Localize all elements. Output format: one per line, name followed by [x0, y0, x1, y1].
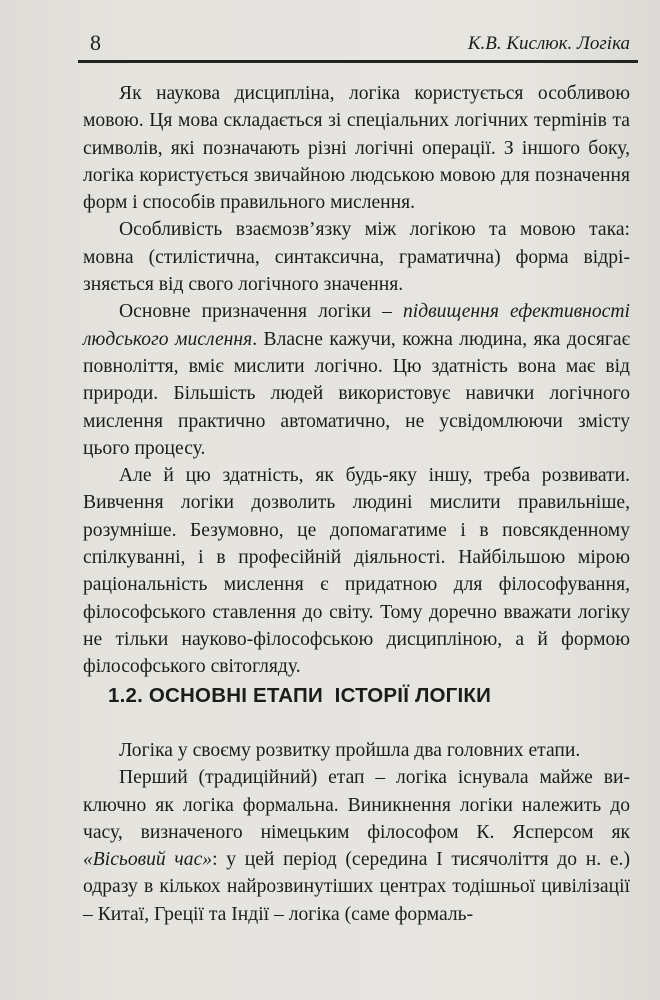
paragraph-purpose-end: . Власне кажучи, кожна людина, яка досягає повноліття, вміє мислити логічно. Цю здатність вона має від природи. Більшість людей використовує навички логічного мислення практично автоматично, не усвідомлюючи змісту цього процесу. — [83, 328, 630, 459]
paragraph-logic-language-relation: Особливість взаємозв’язку між логікою та мовою така: мовна (стилістична, синтаксична, граматична) форма відрізняється від свого логічного значення. — [83, 219, 630, 296]
page-header — [78, 30, 638, 58]
section-body — [83, 737, 630, 928]
section-heading: 1.2. ОСНОВНІ ЕТАПИ ІСТОРІЇ ЛОГІКИ — [108, 684, 492, 707]
paragraph-develop-ability: Але й цю здатність, як будь-яку іншу, треба розвивати. Вивчення логіки дозволить людині мислити правильніше, розумніше. Безумовно, це допомагатиме і в повсякденному спілкуванні, і в професійній діяльності. Найбільшою мірою раціональність мислення є придатною для філософування, філософського ставлення до світу. Тому доречно вважати логіку не тільки науково-філософською дисципліною, а й формою філософського світогляду. — [83, 465, 630, 678]
paragraph-first-stage-start: Перший (традиційний) етап – логіка існувала майже виключно як логіка формальна. Виникнення логіки належить до часу, визначеного німецьким філософом К. Ясперсом як — [83, 767, 630, 843]
paragraph-first-stage — [83, 764, 630, 928]
paragraph-two-stages: Логіка у своєму розвитку пройшла два головних етапи. — [119, 740, 581, 761]
paragraph-purpose-start: Основне призначення логіки – — [119, 301, 403, 323]
paragraph-first-stage-end: : у цей період (середина І тисячоліття до н. е.) одразу в кількох найрозвинутіших центрах тодішньої цивілізації – Китаї, Греції та Індії – логіка (саме формаль- — [83, 849, 630, 925]
text-body — [83, 80, 630, 681]
paragraph-logic-language: Як наукова дисципліна, логіка користується особливою мовою. Ця мова складається зі спеціальних логічних терmінів та символів, які позначають різні логічні операції. З іншого боку, логіка користується звичайною людською мовою для позначення форм і способів правильного мислення. — [83, 83, 630, 214]
paragraph-purpose — [83, 298, 630, 462]
paragraph-purpose-emphasis: підвищення ефективності людського мислення — [83, 301, 630, 350]
paragraph-first-stage-emphasis: «Вісьовий час» — [83, 849, 213, 871]
running-title: К.В. Кислюк. Логіка — [467, 33, 630, 54]
page-number: 8 — [90, 30, 101, 55]
header-rule — [78, 60, 638, 63]
